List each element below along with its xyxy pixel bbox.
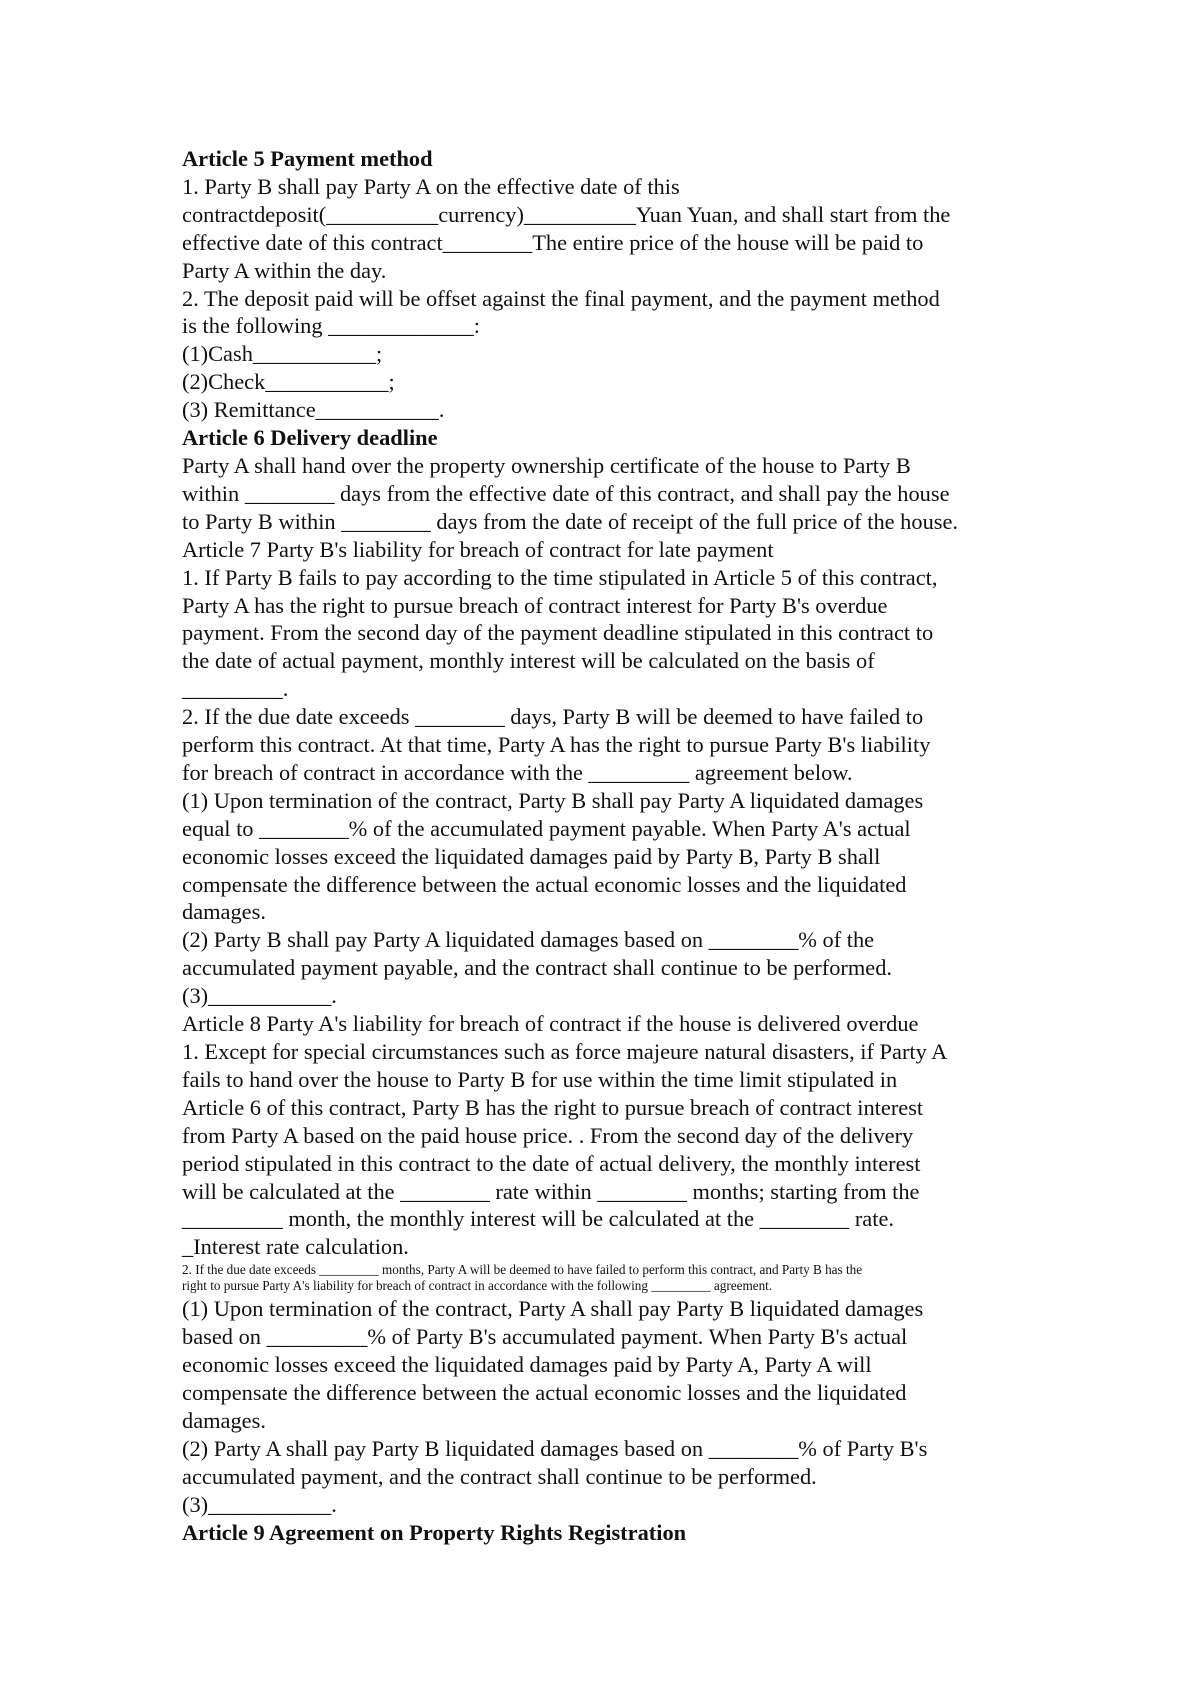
text-line: economic losses exceed the liquidated damages paid by Party B, Party B shall <box>182 843 881 869</box>
text-line: effective date of this contract________The entire price of the house will be paid to <box>182 229 924 255</box>
text-line: from Party A based on the paid house price. . From the second day of the delivery <box>182 1122 914 1148</box>
text-line: compensate the difference between the actual economic losses and the liquidated <box>182 871 907 897</box>
text-line: (1)Cash___________; <box>182 341 383 367</box>
article-6-heading: Article 6 Delivery deadline <box>182 425 438 451</box>
text-line: perform this contract. At that time, Party A has the right to pursue Party B's liability <box>182 732 931 758</box>
text-line: accumulated payment, and the contract shall continue to be performed. <box>182 1463 817 1489</box>
text-line: 1. Except for special circumstances such as force majeure natural disasters, if Party A <box>182 1039 948 1064</box>
article-5-heading: Article 5 Payment method <box>182 146 433 171</box>
text-line: Party A has the right to pursue breach of contract interest for Party B's overdue <box>182 592 888 618</box>
text-line: damages. <box>182 1407 266 1433</box>
text-line: period stipulated in this contract to the date of actual delivery, the monthly interest <box>182 1150 921 1176</box>
document-body <box>182 145 1062 1546</box>
article-9-heading: Article 9 Agreement on Property Rights Registration <box>182 1519 687 1545</box>
text-line: (3)___________. <box>182 1491 337 1517</box>
text-line: Article 6 of this contract, Party B has the right to pursue breach of contract interest <box>182 1094 924 1120</box>
text-line: will be calculated at the ________ rate within ________ months; starting from the <box>182 1178 920 1204</box>
text-line: (2) Party B shall pay Party A liquidated damages based on ________% of the <box>182 927 875 953</box>
text-line: 2. The deposit paid will be offset against the final payment, and the payment method <box>182 285 940 311</box>
text-line: economic losses exceed the liquidated damages paid by Party A, Party A will <box>182 1352 872 1378</box>
article-7-heading: Article 7 Party B's liability for breach of contract for late payment <box>182 536 774 562</box>
text-line: to Party B within ________ days from the date of receipt of the full price of the house. <box>182 508 959 534</box>
text-line: (1) Upon termination of the contract, Party A shall pay Party B liquidated damages <box>182 1296 924 1322</box>
text-line: for breach of contract in accordance with the _________ agreement below. <box>182 759 853 785</box>
text-line: based on _________% of Party B's accumulated payment. When Party B's actual <box>182 1324 908 1350</box>
text-line: payment. From the second day of the payment deadline stipulated in this contract to <box>182 620 934 646</box>
text-line: fails to hand over the house to Party B for use within the time limit stipulated in <box>182 1066 898 1092</box>
small-text-line: right to pursue Party A's liability for breach of contract in accordance with the following _________ agreement. <box>182 1278 773 1294</box>
text-line: _Interest rate calculation. <box>182 1234 409 1260</box>
text-line: (3)___________. <box>182 983 337 1009</box>
text-line: accumulated payment payable, and the contract shall continue to be performed. <box>182 955 892 981</box>
text-line: _________ month, the monthly interest will be calculated at the ________ rate. <box>182 1206 894 1232</box>
text-line: Party A shall hand over the property ownership certificate of the house to Party B <box>182 452 911 478</box>
text-line: compensate the difference between the actual economic losses and the liquidated <box>182 1379 907 1405</box>
text-line: (3) Remittance___________. <box>182 397 445 423</box>
text-line: 1. If Party B fails to pay according to the time stipulated in Article 5 of this contract, <box>182 564 938 590</box>
text-line: 2. If the due date exceeds ________ days, Party B will be deemed to have failed to <box>182 704 924 730</box>
text-line: _________. <box>182 676 289 702</box>
text-line: Party A within the day. <box>182 257 387 283</box>
text-line: equal to ________% of the accumulated payment payable. When Party A's actual <box>182 815 911 841</box>
text-line: the date of actual payment, monthly interest will be calculated on the basis of <box>182 648 875 674</box>
text-line: within ________ days from the effective date of this contract, and shall pay the house <box>182 480 950 506</box>
small-text-line: 2. If the due date exceeds _________ months, Party A will be deemed to have failed to perform this contract, and Party B has the <box>182 1262 863 1278</box>
article-8-heading: Article 8 Party A's liability for breach of contract if the house is delivered overdue <box>182 1011 919 1037</box>
text-line: 1. Party B shall pay Party A on the effective date of this <box>182 173 680 199</box>
text-line: (2)Check___________; <box>182 369 395 395</box>
text-line: is the following _____________: <box>182 313 480 339</box>
text-line: (2) Party A shall pay Party B liquidated damages based on ________% of Party B's <box>182 1435 928 1461</box>
text-line: (1) Upon termination of the contract, Party B shall pay Party A liquidated damages <box>182 787 924 813</box>
text-line: contractdeposit(__________currency)__________Yuan Yuan, and shall start from the <box>182 201 951 227</box>
text-line: damages. <box>182 899 266 925</box>
